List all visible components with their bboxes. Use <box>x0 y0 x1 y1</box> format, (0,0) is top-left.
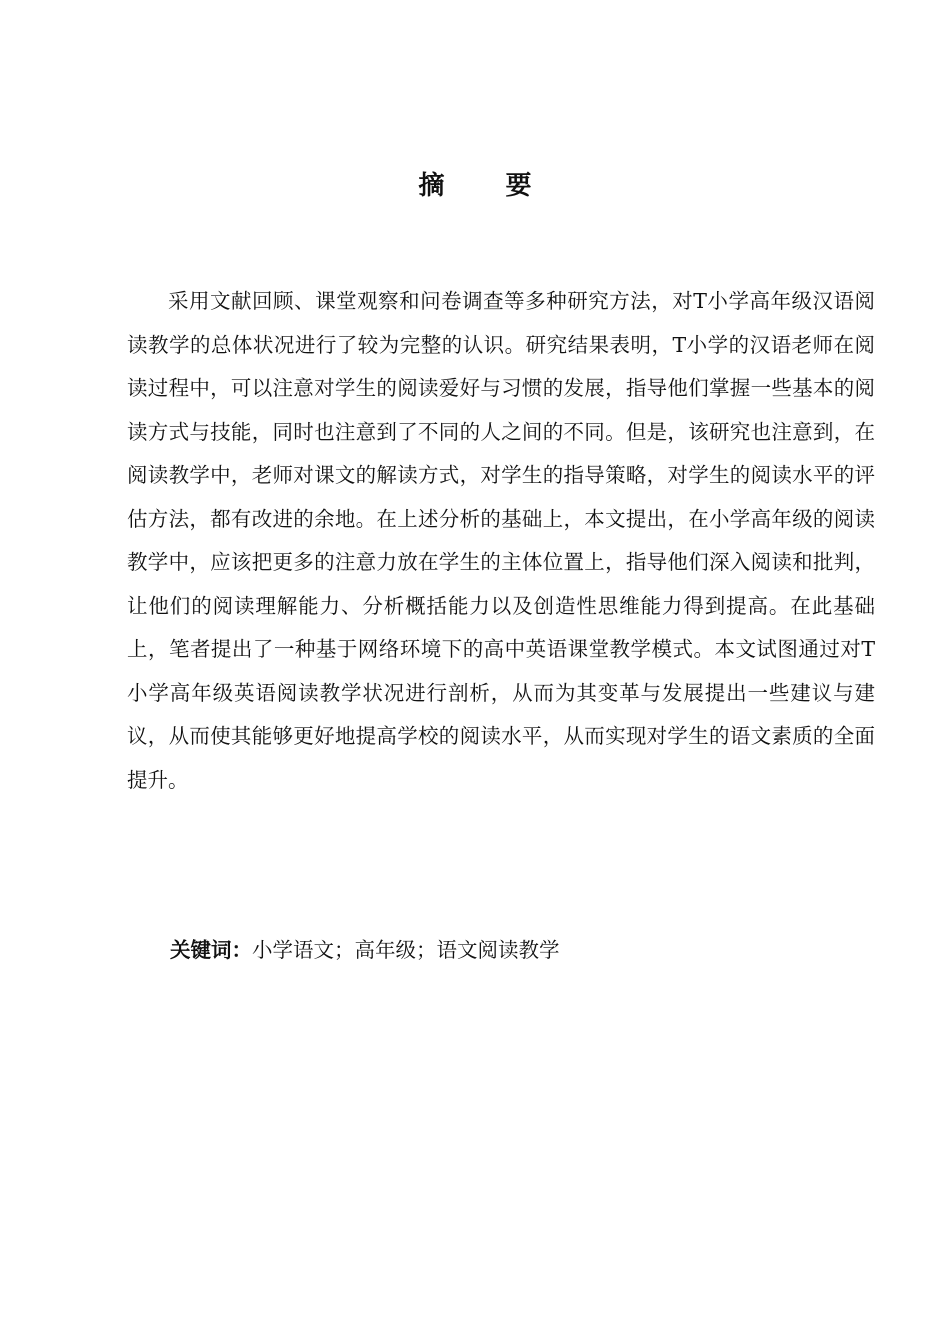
abstract-paragraph: 采用文献回顾、课堂观察和问卷调查等多种研究方法，对T小学高年级汉语阅读教学的总体状况进行了较为完整的认识。研究结果表明，T小学的汉语老师在阅读过程中，可以注意对学生的阅读爱好与习惯的发展，指导他们掌握一些基本的阅读方式与技能，同时也注意到了不同的人之间的不同。但是，该研究也注意到，在阅读教学中，老师对课文的解读方式，对学生的指导策略，对学生的阅读水平的评估方法，都有改进的余地。在上述分析的基础上，本文提出，在小学高年级的阅读教学中，应该把更多的注意力放在学生的主体位置上，指导他们深入阅读和批判，让他们的阅读理解能力、分析概括能力以及创造性思维能力得到提高。在此基础上，笔者提出了一种基于网络环境下的高中英语课堂教学模式。本文试图通过对T小学高年级英语阅读教学状况进行剖析，从而为其变革与发展提出一些建议与建议，从而使其能够更好地提高学校的阅读水平，从而实现对学生的语文素质的全面提升。 <box>127 289 875 792</box>
abstract-title: 摘 要 <box>418 171 558 201</box>
keywords-label: 关键词： <box>170 938 252 962</box>
keywords-value: 小学语文；高年级；语文阅读教学 <box>252 938 560 962</box>
keywords-line <box>170 929 870 973</box>
